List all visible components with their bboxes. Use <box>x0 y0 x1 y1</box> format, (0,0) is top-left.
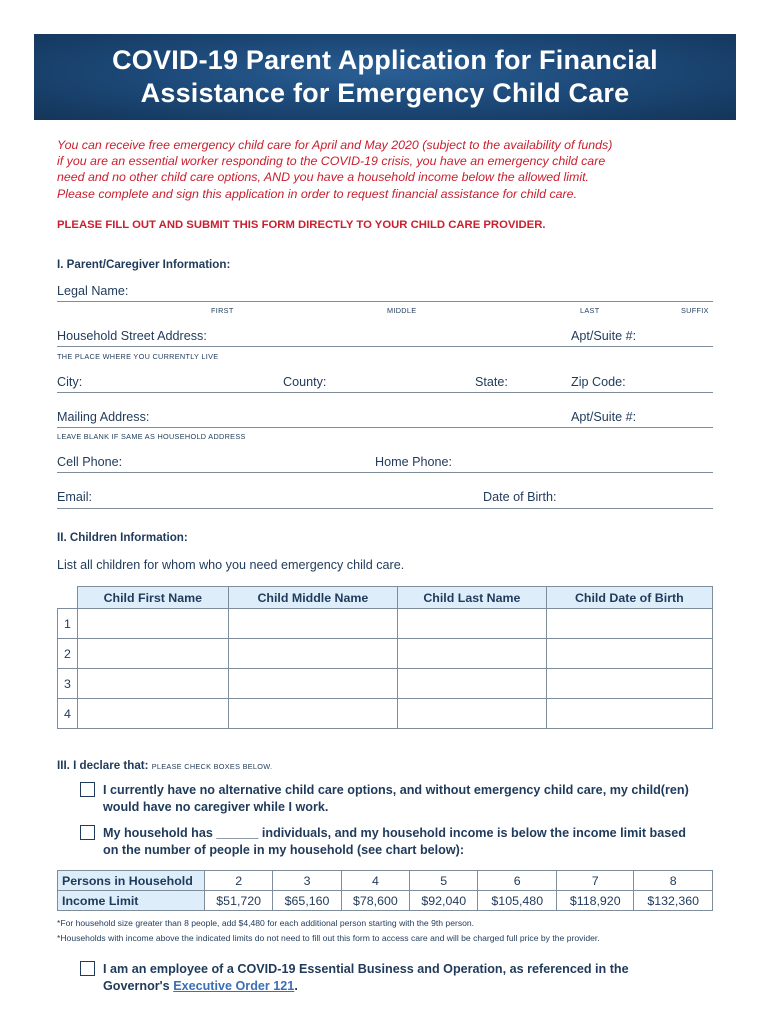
child-dob-cell[interactable] <box>546 639 712 669</box>
section-2-heading: II. Children Information: <box>57 531 188 544</box>
child-last-name-cell[interactable] <box>398 669 547 699</box>
column-header: Child Last Name <box>398 587 547 609</box>
children-table <box>57 586 713 729</box>
table-row <box>58 891 713 911</box>
persons-cell: 4 <box>341 871 409 891</box>
table-row <box>58 871 713 891</box>
middle-name-caption: MIDDLE <box>387 306 417 315</box>
footnote-large-household: *For household size greater than 8 people, add $4,480 for each additional person starting with the 9th person. <box>57 918 475 928</box>
street-address-field[interactable] <box>57 346 713 347</box>
income-limit-header: Income Limit <box>58 891 205 911</box>
table-row <box>58 699 713 729</box>
declaration-text: Governor's <box>103 978 174 993</box>
home-phone-label: Home Phone: <box>375 455 453 469</box>
row-number: 4 <box>58 699 78 729</box>
row-number: 3 <box>58 669 78 699</box>
child-first-name-cell[interactable] <box>78 669 229 699</box>
child-dob-cell[interactable] <box>546 699 712 729</box>
page-title-line-2: Assistance for Emergency Child Care <box>140 78 630 108</box>
intro-line: Please complete and sign this application in order to request financial assistance for child care. <box>57 186 578 201</box>
child-dob-cell[interactable] <box>546 669 712 699</box>
declaration-text: . <box>294 978 298 993</box>
children-table-header <box>58 587 713 609</box>
checkbox[interactable] <box>80 782 95 797</box>
street-address-hint: THE PLACE WHERE YOU CURRENTLY LIVE <box>57 352 219 361</box>
suffix-caption: SUFFIX <box>681 306 709 315</box>
executive-order-link[interactable]: Executive Order 121 <box>173 978 295 993</box>
income-limit-cell: $105,480 <box>478 891 557 911</box>
persons-cell: 7 <box>557 871 634 891</box>
declaration-no-alternative-care <box>80 782 720 815</box>
checkbox[interactable] <box>80 961 95 976</box>
children-instruction: List all children for whom who you need emergency child care. <box>57 558 405 572</box>
date-of-birth-label: Date of Birth: <box>483 490 557 504</box>
declaration-essential-employee <box>80 961 720 994</box>
child-last-name-cell[interactable] <box>398 639 547 669</box>
persons-cell: 3 <box>273 871 341 891</box>
zip-code-label: Zip Code: <box>571 375 626 389</box>
mailing-address-label: Mailing Address: <box>57 410 150 424</box>
footnote-income-above-limit: *Households with income above the indicated limits do not need to fill out this form to access care and will be charged full price by the provider. <box>57 933 600 943</box>
cell-phone-label: Cell Phone: <box>57 455 123 469</box>
child-middle-name-cell[interactable] <box>228 669 397 699</box>
table-row <box>58 609 713 639</box>
section-3-heading <box>57 759 272 772</box>
city-label: City: <box>57 375 83 389</box>
submit-notice: PLEASE FILL OUT AND SUBMIT THIS FORM DIRECTLY TO YOUR CHILD CARE PROVIDER. <box>57 219 546 231</box>
income-limit-cell: $65,160 <box>273 891 341 911</box>
child-first-name-cell[interactable] <box>78 699 229 729</box>
income-limit-cell: $78,600 <box>341 891 409 911</box>
child-last-name-cell[interactable] <box>398 609 547 639</box>
last-name-caption: LAST <box>580 306 600 315</box>
apt-suite-label: Apt/Suite #: <box>571 329 637 343</box>
intro-paragraph <box>57 137 717 202</box>
email-label: Email: <box>57 490 92 504</box>
child-middle-name-cell[interactable] <box>228 609 397 639</box>
first-name-caption: FIRST <box>211 306 234 315</box>
declaration-text: on the number of people in my household (see chart below): <box>103 842 465 857</box>
page-title-line-1: COVID-19 Parent Application for Financial <box>112 45 658 75</box>
declaration-text: My household has ______ individuals, and my household income is below the income limit based <box>103 826 686 840</box>
city-state-zip-field[interactable] <box>57 392 713 393</box>
child-last-name-cell[interactable] <box>398 699 547 729</box>
phone-field[interactable] <box>57 472 713 473</box>
declaration-text: would have no caregiver while I work. <box>103 799 329 814</box>
intro-line: You can receive free emergency child care for April and May 2020 (subject to the availability of funds) <box>57 138 613 152</box>
child-first-name-cell[interactable] <box>78 609 229 639</box>
income-limit-cell: $118,920 <box>557 891 634 911</box>
child-middle-name-cell[interactable] <box>228 699 397 729</box>
persons-cell: 2 <box>205 871 273 891</box>
income-limit-cell: $92,040 <box>410 891 478 911</box>
checkbox[interactable] <box>80 825 95 840</box>
child-dob-cell[interactable] <box>546 609 712 639</box>
persons-cell: 6 <box>478 871 557 891</box>
column-header: Child First Name <box>78 587 229 609</box>
street-address-label: Household Street Address: <box>57 329 207 343</box>
declaration-text-line-2 <box>103 978 720 995</box>
legal-name-label: Legal Name: <box>57 284 129 298</box>
row-number: 1 <box>58 609 78 639</box>
county-label: County: <box>283 375 327 389</box>
income-limit-cell: $132,360 <box>634 891 713 911</box>
income-limit-cell: $51,720 <box>205 891 273 911</box>
intro-line: need and no other child care options, AND you have a household income below the allowed limit. <box>57 170 589 185</box>
state-label: State: <box>475 375 508 389</box>
declaration-text: I currently have no alternative child care options, and without emergency child care, my child(ren) <box>103 783 689 797</box>
child-first-name-cell[interactable] <box>78 639 229 669</box>
legal-name-field[interactable] <box>57 301 713 302</box>
section-3-title: III. I declare that: <box>57 759 149 772</box>
intro-line: if you are an essential worker responding to the COVID-19 crisis, you have an emergency child care <box>57 154 606 169</box>
row-number-header <box>58 587 78 609</box>
mailing-address-hint: LEAVE BLANK IF SAME AS HOUSEHOLD ADDRESS <box>57 432 246 441</box>
persons-cell: 8 <box>634 871 713 891</box>
row-number: 2 <box>58 639 78 669</box>
persons-cell: 5 <box>410 871 478 891</box>
title-banner <box>34 34 736 120</box>
child-middle-name-cell[interactable] <box>228 639 397 669</box>
section-3-note: PLEASE CHECK BOXES BELOW. <box>151 762 273 771</box>
table-row <box>58 639 713 669</box>
declaration-household-income <box>80 825 720 858</box>
persons-in-household-header: Persons in Household <box>58 871 205 891</box>
declaration-text: I am an employee of a COVID-19 Essential Business and Operation, as referenced in the <box>103 962 629 976</box>
table-row <box>58 669 713 699</box>
email-dob-field[interactable] <box>57 508 713 509</box>
column-header: Child Date of Birth <box>546 587 712 609</box>
mailing-address-field[interactable] <box>57 427 713 428</box>
section-1-heading: I. Parent/Caregiver Information: <box>57 258 231 271</box>
income-limit-table <box>57 870 713 911</box>
mailing-apt-suite-label: Apt/Suite #: <box>571 410 637 424</box>
column-header: Child Middle Name <box>228 587 397 609</box>
